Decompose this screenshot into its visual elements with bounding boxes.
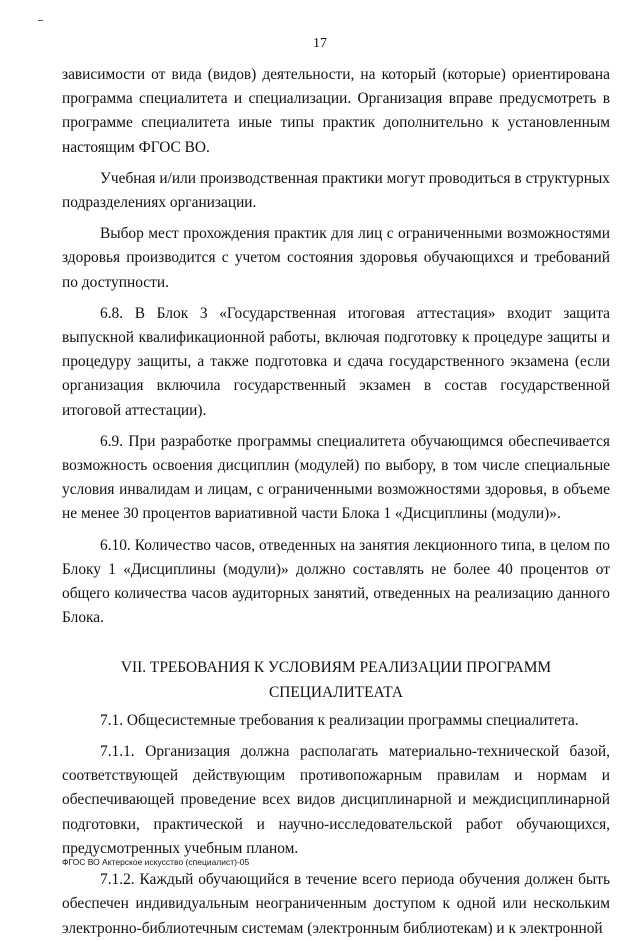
paragraph-6-8: 6.8. В Блок 3 «Государственная итоговая аттестация» входит защита выпускной квалификационной работы, включая подготовку к процедуре защиты и процедуру защиты, а также подготовка и сдача государственного экзамена (если организация включила государственный экзамен в состав государственной итоговой аттестации). — [62, 304, 610, 419]
footer-document-code: ФГОС ВО Актерское искусство (специалист)-05 — [62, 857, 250, 867]
paragraph-continuation: зависимости от вида (видов) деятельности, на который (которые) ориентирована программа специалитета и специализации. Организация вправе предусмотреть в программе специалитета иные типы практик дополнительно к установленным настоящим ФГОС ВО. — [62, 66, 610, 156]
paragraph: Выбор мест прохождения практик для лиц с ограниченными возможностями здоровья производится с учетом состояния здоровья обучающихся и требований по доступности. — [62, 225, 610, 291]
section-heading-line-2: СПЕЦИАЛИТЕАТА — [269, 683, 403, 701]
paragraph-7-1-1: 7.1.1. Организация должна располагать материально-технической базой, соответствующей действующим противопожарным правилам и нормам и обеспечивающей проведение всех видов дисциплинарной и междисциплинарной подготовки, практической и научно-исследовательской работ обучающихся, предусмотренных учебным планом. — [62, 743, 610, 857]
page-number: 17 — [313, 36, 327, 51]
section-heading-line-1: VII. ТРЕБОВАНИЯ К УСЛОВИЯМ РЕАЛИЗАЦИИ ПРОГРАММ — [120, 659, 552, 677]
document-body — [62, 63, 610, 941]
paragraph-6-10: 6.10. Количество часов, отведенных на занятия лекционного типа, в целом по Блоку 1 «Дисциплины (модули)» должно составлять не более 40 процентов от общего количества часов аудиторных занятий, отведенных на реализацию данного Блока. — [62, 536, 610, 627]
paragraph-7-1-2: 7.1.2. Каждый обучающийся в течение всего периода обучения должен быть обеспечен индивидуальным неограниченным доступом к одной или нескольким электронно-библиотечным системам (электронным библиотекам) и к электронной — [62, 871, 610, 937]
scan-mark — [38, 20, 43, 21]
paragraph: Учебная и/или производственная практики могут проводиться в структурных подразделениях организации. — [62, 169, 610, 212]
section-heading — [62, 656, 610, 704]
paragraph-6-9: 6.9. При разработке программы специалитета обучающимся обеспечивается возможность освоения дисциплин (модулей) по выбору, в том числе специальные условия инвалидам и лицам, с ограниченными возможностями здоровья, в объеме не менее 30 процентов вариативной части Блока 1 «Дисциплины (модули)». — [62, 432, 610, 523]
paragraph-7-1: 7.1. Общесистемные требования к реализации программы специалитета. — [100, 711, 579, 729]
